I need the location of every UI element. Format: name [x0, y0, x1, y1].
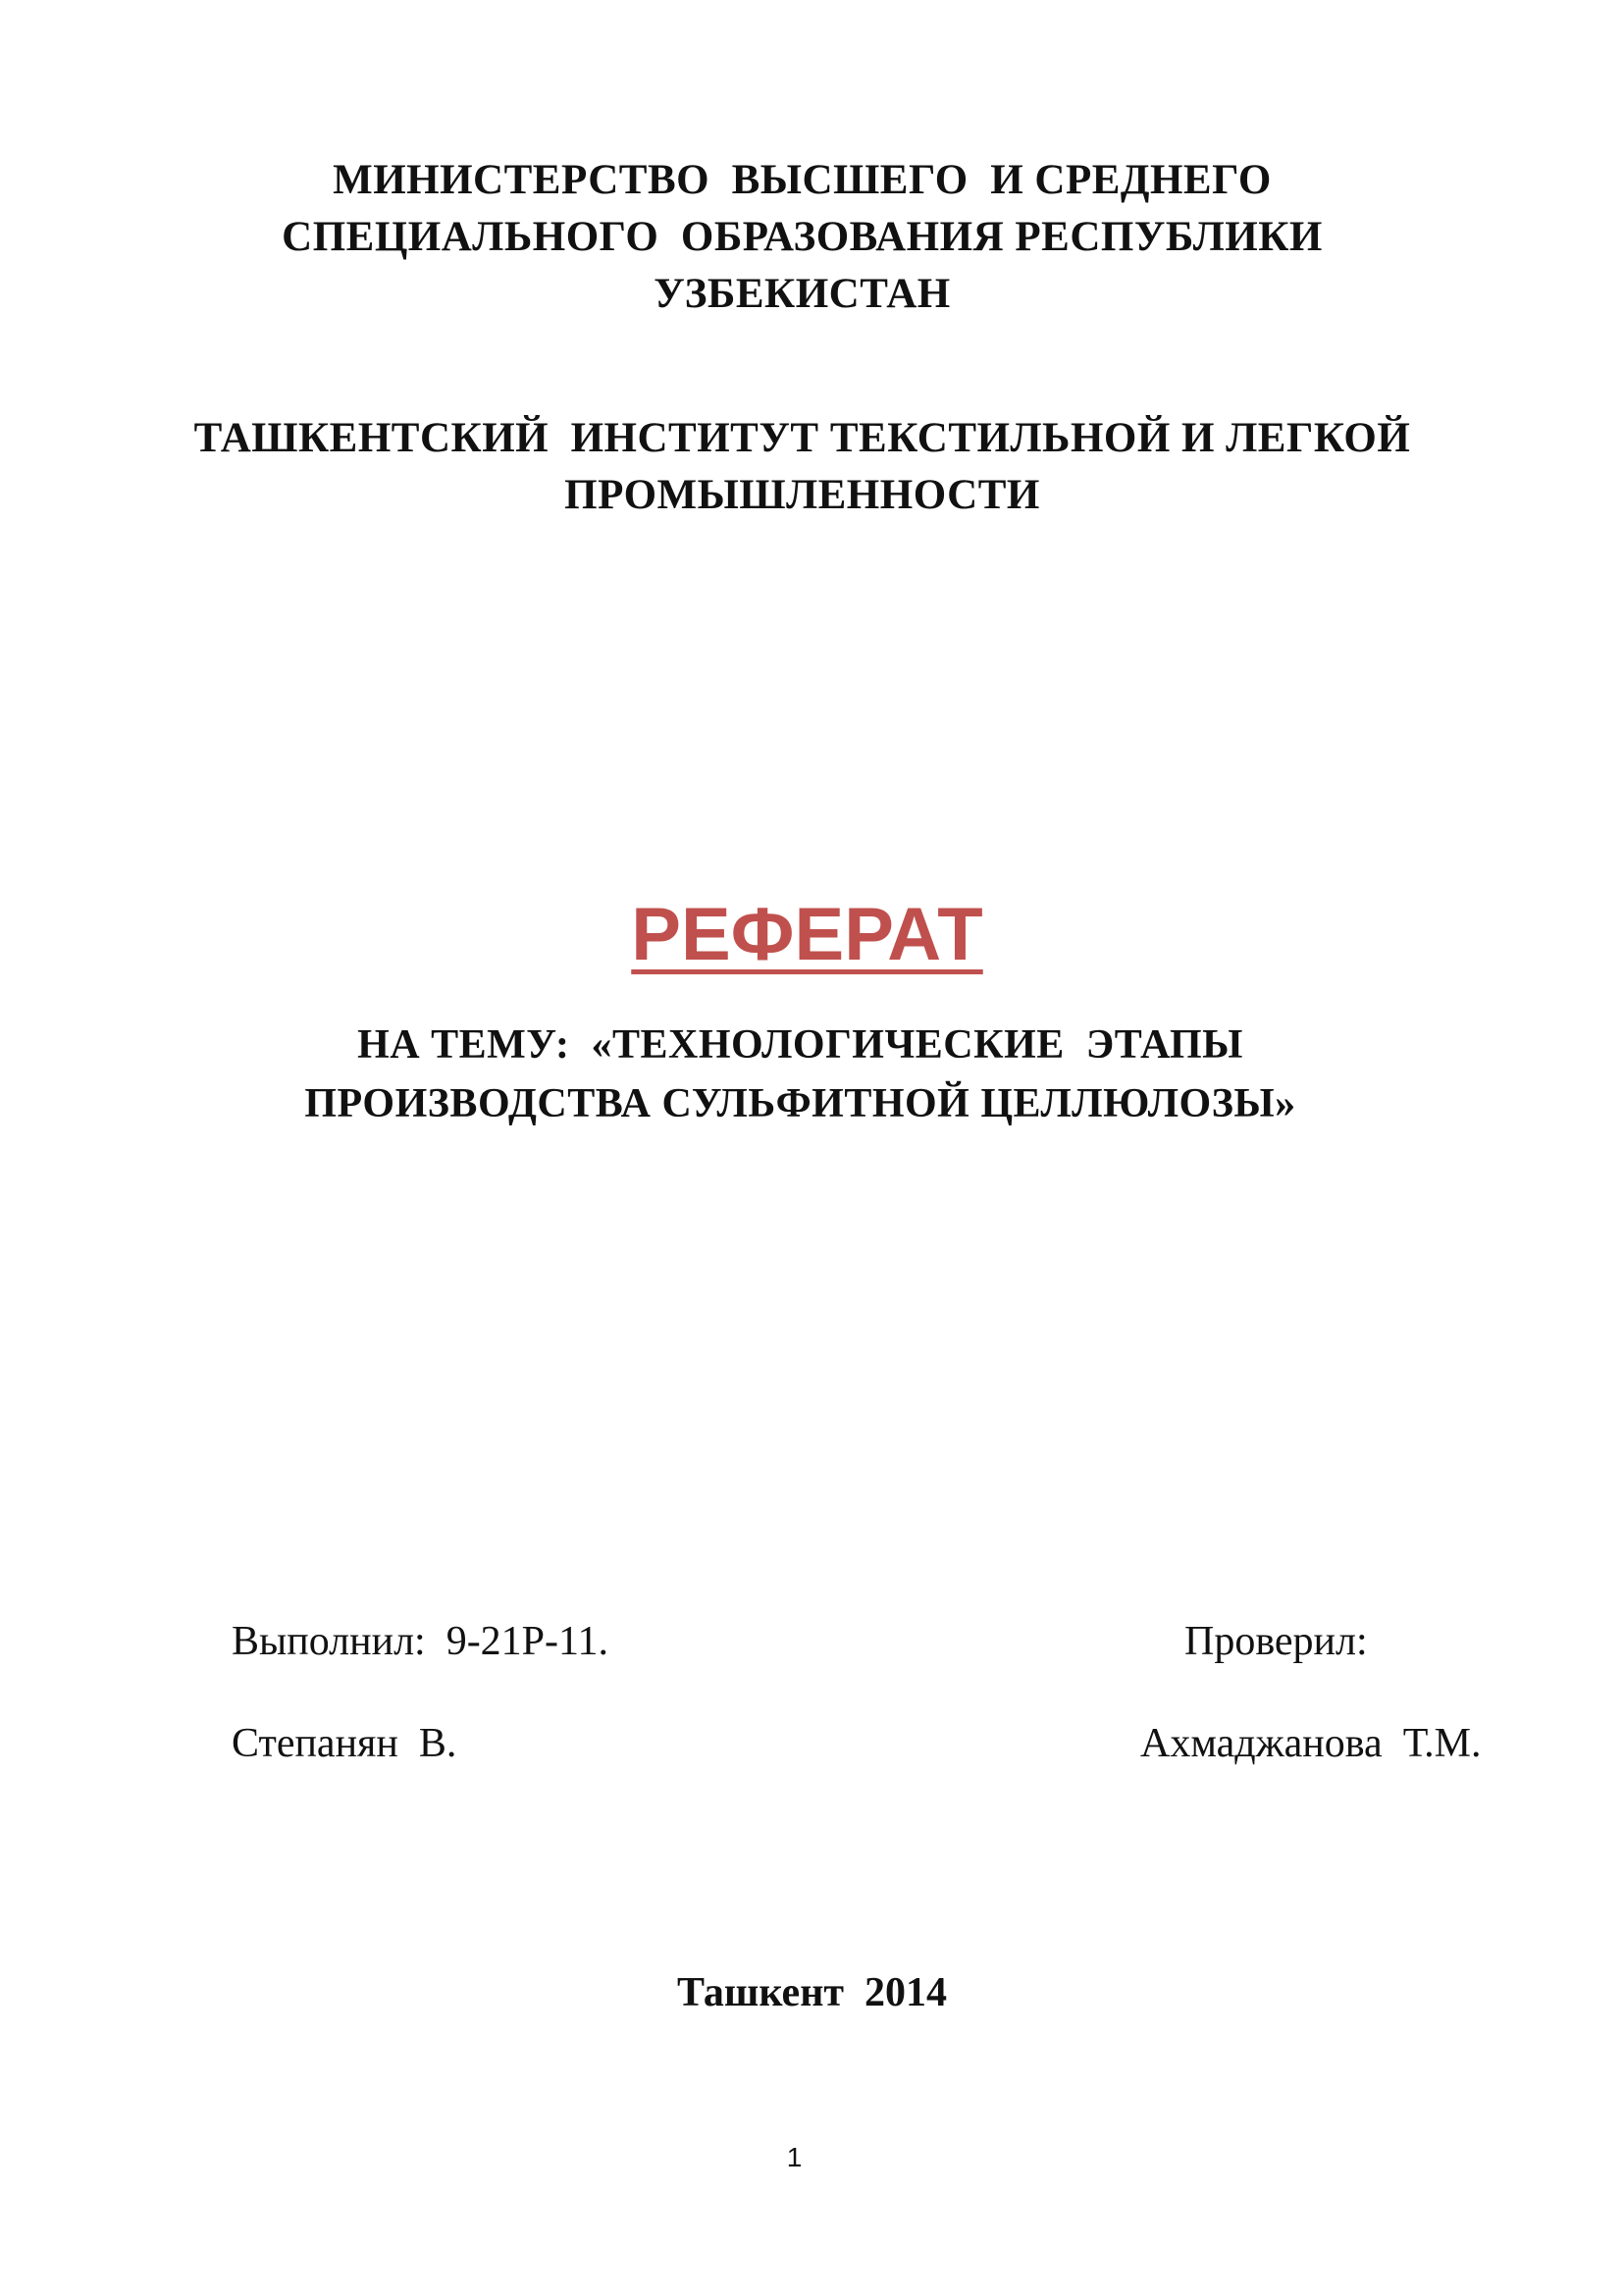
ministry-header — [0, 152, 1614, 323]
reviewer-name: Ахмаджанова Т.М. — [1140, 1721, 1482, 1766]
document-type-title — [0, 891, 1624, 979]
ministry-line: МИНИСТЕРСТВО ВЫСШЕГО И СРЕДНЕГО — [333, 157, 1272, 203]
author-name: Степанян В. — [232, 1721, 457, 1766]
author-label: Выполнил: 9-21Р-11. — [232, 1619, 608, 1664]
ministry-line: УЗБЕКИСТАН — [654, 271, 951, 317]
place-year: Ташкент 2014 — [676, 1970, 948, 2015]
institute-line: ПРОМЫШЛЕННОСТИ — [564, 472, 1040, 518]
ministry-line: СПЕЦИАЛЬНОГО ОБРАЗОВАНИЯ РЕСПУБЛИКИ — [282, 214, 1323, 260]
institute-line: ТАШКЕНТСКИЙ ИНСТИТУТ ТЕКСТИЛЬНОЙ И ЛЕГКОЙ — [193, 415, 1411, 461]
document-type-label: РЕФЕРАТ — [631, 893, 983, 976]
topic-line: ПРОИЗВОДСТВА СУЛЬФИТНОЙ ЦЕЛЛЮЛОЗЫ» — [304, 1081, 1296, 1126]
reviewer-label: Проверил: — [1184, 1619, 1368, 1664]
institute-header — [0, 410, 1614, 524]
page-number: 1 — [786, 2142, 803, 2172]
topic-heading — [0, 1016, 1612, 1133]
topic-line: НА ТЕМУ: «ТЕХНОЛОГИЧЕСКИЕ ЭТАПЫ — [357, 1022, 1243, 1068]
